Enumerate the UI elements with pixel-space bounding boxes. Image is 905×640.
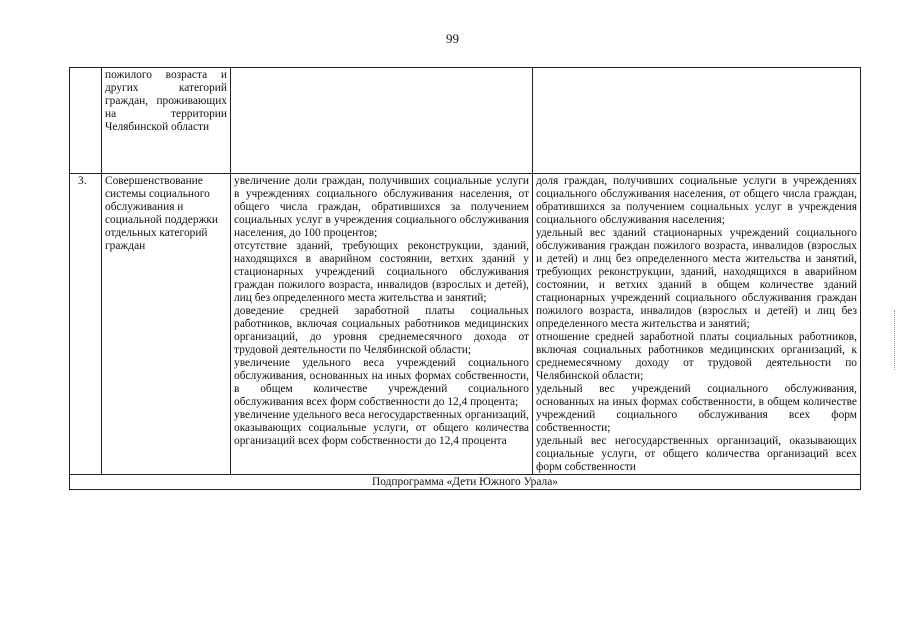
indicators-cell xyxy=(231,174,533,475)
target-item: удельный вес негосударственных организаций, оказывающих социальные услуги, от общего количества организаций всех форм собственности xyxy=(536,435,857,473)
task-name: пожилого возраста и других категорий граждан, проживающих на территории Челябинской области xyxy=(102,68,231,174)
target-item: удельный вес зданий стационарных учреждений социального обслуживания граждан пожилого возраста, инвалидов (взрослых и детей) и лиц без определенного места жительства и занятий, требующих реконструкции, зданий, находящихся в аварийном состоянии, и ветхих зданий в общем количестве зданий стационарных учреждений социального обслуживания граждан пожилого возраста, инвалидов (взрослых и детей) и лиц без определенного места жительства и занятий; xyxy=(536,227,857,330)
indicator-item: доведение средней заработной платы социальных работников, включая социальных работников медицинских организаций, до уровня среднемесячного дохода от трудовой деятельности по Челябинской области; xyxy=(234,305,529,356)
indicator-item: увеличение удельного веса негосударственных организаций, оказывающих социальные услуги, от общего количества организаций всех форм собственности до 12,4 процента xyxy=(234,409,529,447)
targets-cell xyxy=(533,174,861,475)
indicators-cell xyxy=(231,68,533,174)
row-number: 3. xyxy=(70,174,102,475)
targets-cell xyxy=(533,68,861,174)
target-item: доля граждан, получивших социальные услуги в учреждениях социального обслуживания населения, от общего числа граждан, обратившихся за получением социальных услуг в учреждения социального обслуживания населения; xyxy=(536,175,857,226)
target-item: отношение средней заработной платы социальных работников, включая социальных работников медицинских организаций, к среднемесячному доходу от трудовой деятельности по Челябинской области; xyxy=(536,331,857,382)
row-number xyxy=(70,68,102,174)
scan-artifact xyxy=(894,310,897,370)
subprogram-row xyxy=(70,475,861,490)
indicator-item: увеличение удельного веса учреждений социального обслуживания, основанных на иных формах собственности, в общем количестве учреждений социального обслуживания всех форм собственности до 12,4 процента; xyxy=(234,357,529,408)
subprogram-title: Подпрограмма «Дети Южного Урала» xyxy=(70,475,861,490)
table-row xyxy=(70,174,861,475)
program-table xyxy=(69,67,861,490)
page-number: 99 xyxy=(446,31,459,46)
target-item: удельный вес учреждений социального обслуживания, основанных на иных формах собственности, в общем количестве учреждений социального обслуживания всех форм собственности; xyxy=(536,383,857,434)
task-name: Совершенствование системы социального обслуживания и социальной поддержки отдельных категорий граждан xyxy=(102,174,231,475)
indicator-item: отсутствие зданий, требующих реконструкции, зданий, находящихся в аварийном состоянии, ветхих зданий у стационарных учреждений социального обслуживания граждан пожилого возраста, инвалидов (взрослых и детей), лиц без определенного места жительства и занятий; xyxy=(234,240,529,304)
indicator-item: увеличение доли граждан, получивших социальные услуги в учреждениях социального обслуживания населения, от общего числа граждан, обратившихся за получением социальных услуг в учреждения социального обслуживания населения, до 100 процентов; xyxy=(234,175,529,239)
table-row xyxy=(70,68,861,174)
